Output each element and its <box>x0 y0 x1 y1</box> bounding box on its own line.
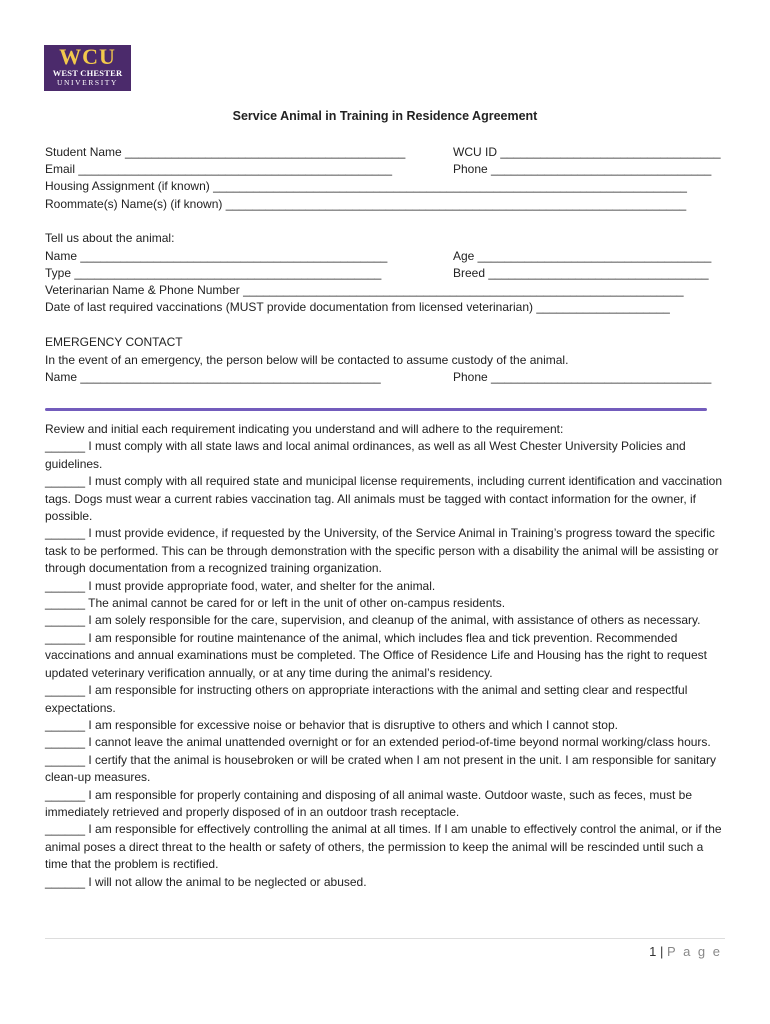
page-footer <box>649 944 722 959</box>
housing-assignment-field[interactable]: Housing Assignment (if known) _______________________________________________________________________ <box>45 179 687 193</box>
animal-age-field[interactable]: Age ___________________________________ <box>453 249 712 263</box>
requirement-item[interactable]: ______ I must provide appropriate food, water, and shelter for the animal. <box>45 578 436 593</box>
requirements-intro: Review and initial each requirement indicating you understand and will adhere to the requirement: <box>45 422 564 436</box>
requirement-item[interactable]: ______ I must comply with all required state and municipal license requirements, including current identification and vaccination tags. Dogs must wear a current rabies vaccination tag. All animals must be tagged with contact information for the owner, if possible. <box>45 474 723 524</box>
emergency-heading: EMERGENCY CONTACT <box>45 335 183 349</box>
roommates-field[interactable]: Roommate(s) Name(s) (if known) _____________________________________________________________________ <box>45 197 687 211</box>
requirement-item[interactable]: ______ The animal cannot be cared for or left in the unit of other on-campus residents. <box>45 596 506 611</box>
animal-type-field[interactable]: Type ______________________________________________ <box>45 266 382 280</box>
student-phone-field[interactable]: Phone _________________________________ <box>453 162 712 176</box>
animal-heading: Tell us about the animal: <box>45 231 175 245</box>
student-name-field[interactable]: Student Name __________________________________________ <box>45 145 406 159</box>
requirement-item[interactable]: ______ I am solely responsible for the care, supervision, and cleanup of the animal, with assistance of others as necessary. <box>45 613 701 628</box>
requirement-item[interactable]: ______ I must provide evidence, if requested by the University, of the Service Animal in Training’s progress toward the specific task to be performed. This can be through demonstration with the specific person with a disability the animal will be assisting or through documentation from a recognized training organization. <box>45 526 719 576</box>
page-separator: | <box>660 944 664 959</box>
logo-wcu-text: WCU <box>59 44 116 69</box>
animal-name-field[interactable]: Name ______________________________________________ <box>45 249 388 263</box>
animal-breed-field[interactable]: Breed _________________________________ <box>453 266 709 280</box>
requirement-item[interactable]: ______ I am responsible for properly containing and disposing of all animal waste. Outdoor waste, such as feces, must be immediately retrieved and properly disposed of in an outdoor trash receptacle. <box>45 787 693 819</box>
wcu-id-field[interactable]: WCU ID _________________________________ <box>453 145 721 159</box>
section-divider <box>45 408 707 411</box>
veterinarian-field[interactable]: Veterinarian Name & Phone Number __________________________________________________________________ <box>45 283 684 297</box>
requirement-item[interactable]: ______ I cannot leave the animal unattended overnight or for an extended period-of-time beyond normal working/class hours. <box>45 735 711 750</box>
document-title: Service Animal in Training in Residence Agreement <box>232 109 538 123</box>
page-number: 1 <box>649 944 657 959</box>
requirement-item[interactable]: ______ I will not allow the animal to be neglected or abused. <box>45 874 367 889</box>
logo-university-text: UNIVERSITY <box>57 78 118 87</box>
requirement-item[interactable]: ______ I certify that the animal is housebroken or will be crated when I am not present in the unit. I am responsible for sanitary clean-up measures. <box>45 752 717 785</box>
requirement-item[interactable]: ______ I am responsible for instructing others on appropriate interactions with the animal and setting clear and respectful expectations. <box>45 683 688 715</box>
wcu-logo <box>44 45 131 91</box>
requirement-item[interactable]: ______ I am responsible for routine maintenance of the animal, which includes flea and tick prevention. Recommended vaccinations and annual examinations must be completed. The Office of Residence Life and Housing has the right to request updated veterinary verification annually, or at any time during the animal’s residency. <box>45 630 707 680</box>
footer-rule <box>45 938 725 939</box>
requirement-item[interactable]: ______ I am responsible for effectively controlling the animal at all times. If I am unable to effectively control the animal, or if the animal poses a direct threat to the health or safety of others, the permission to keep the animal will be rescinded until such a time that the problem is rectified. <box>45 822 722 872</box>
requirement-item[interactable]: ______ I must comply with all state laws and local animal ordinances, as well as all West Chester University Policies and guidelines. <box>45 439 686 471</box>
requirements-section <box>45 421 725 891</box>
email-field[interactable]: Email _______________________________________________ <box>45 162 393 176</box>
vaccination-date-field[interactable]: Date of last required vaccinations (MUST provide documentation from licensed veterinarian) ____________________ <box>45 300 670 314</box>
emergency-phone-field[interactable]: Phone _________________________________ <box>453 370 712 384</box>
page-label: P a g e <box>667 944 722 959</box>
logo-west-chester-text: WEST CHESTER <box>52 68 123 78</box>
requirement-item[interactable]: ______ I am responsible for excessive noise or behavior that is disruptive to others and which I cannot stop. <box>45 717 618 732</box>
emergency-intro: In the event of an emergency, the person below will be contacted to assume custody of the animal. <box>45 353 569 367</box>
emergency-name-field[interactable]: Name _____________________________________________ <box>45 370 381 384</box>
